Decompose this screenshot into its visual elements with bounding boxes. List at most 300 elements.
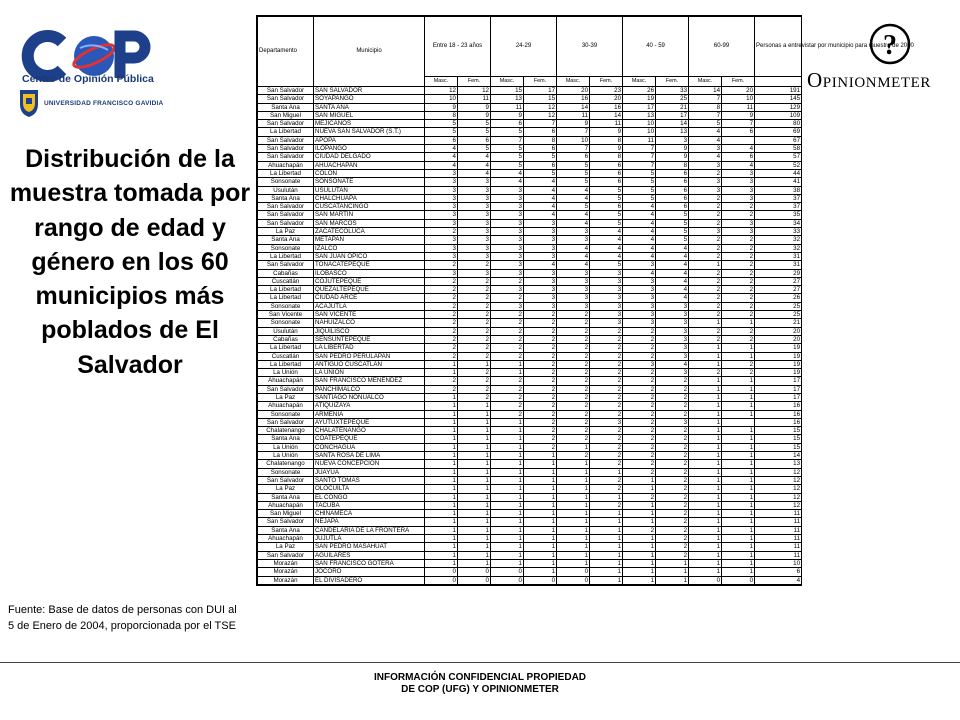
cell-count: 4 (524, 261, 557, 269)
table-row (258, 501, 802, 509)
cell-departamento: Santa Ana (258, 435, 314, 443)
table-row (258, 369, 802, 377)
cell-total: 69 (755, 128, 802, 136)
header-total: Personas a entrevistar por municipio para muestra de 2000 (755, 17, 802, 77)
cell-total: 13 (755, 460, 802, 468)
cell-count: 2 (722, 360, 755, 368)
cell-total: 10 (755, 559, 802, 567)
cell-count: 3 (557, 269, 590, 277)
cell-count (722, 136, 755, 144)
cell-count: 1 (689, 319, 722, 327)
cell-municipio: SAN PEDRO PERULAPAN (314, 352, 425, 360)
cell-departamento: Cuscatlán (258, 352, 314, 360)
cell-count: 1 (458, 551, 491, 559)
cell-count: 2 (656, 551, 689, 559)
cell-count: 1 (689, 568, 722, 576)
cell-count: 2 (590, 369, 623, 377)
cell-municipio: IZALCO (314, 244, 425, 252)
cell-departamento: La Paz (258, 543, 314, 551)
table-row (258, 335, 802, 343)
cell-count: 14 (590, 111, 623, 119)
cell-count: 2 (425, 352, 458, 360)
cell-count: 2 (623, 352, 656, 360)
opinionmeter-first-letter: O (807, 68, 823, 92)
cell-municipio: ANTIGUO CUSCATLAN (314, 360, 425, 368)
cell-count: 6 (557, 153, 590, 161)
cell-departamento: Sonsonate (258, 178, 314, 186)
cell-total: 58 (755, 145, 802, 153)
cell-count: 2 (656, 543, 689, 551)
cell-count: 2 (689, 311, 722, 319)
cell-count: 6 (590, 161, 623, 169)
cell-total: 41 (755, 178, 802, 186)
cell-count: 5 (458, 145, 491, 153)
cell-count: 7 (524, 120, 557, 128)
table-row (258, 302, 802, 310)
cell-count: 1 (722, 518, 755, 526)
cell-count: 4 (656, 244, 689, 252)
cell-count: 1 (689, 385, 722, 393)
cell-count: 3 (656, 136, 689, 144)
cell-total: 11 (755, 551, 802, 559)
cell-departamento: Santa Ana (258, 194, 314, 202)
cell-departamento: San Salvador (258, 211, 314, 219)
cell-count: 2 (425, 344, 458, 352)
cell-municipio: SAN PEDRO MASAHUAT (314, 543, 425, 551)
cell-count: 9 (722, 111, 755, 119)
cell-count: 2 (656, 385, 689, 393)
cell-count: 2 (623, 402, 656, 410)
cell-count: 3 (623, 261, 656, 269)
cell-total: 31 (755, 252, 802, 260)
cell-count: 3 (524, 252, 557, 260)
cell-count: 0 (425, 576, 458, 584)
header-age-40-59: 40 - 59 (623, 17, 689, 77)
cell-count: 3 (458, 269, 491, 277)
cell-count: 2 (623, 335, 656, 343)
cell-count: 1 (623, 485, 656, 493)
cell-count: 3 (491, 186, 524, 194)
cell-count: 1 (590, 468, 623, 476)
cell-count: 3 (458, 211, 491, 219)
cell-total: 20 (755, 335, 802, 343)
cell-count: 2 (557, 435, 590, 443)
cell-departamento: San Salvador (258, 261, 314, 269)
cell-count: 2 (557, 352, 590, 360)
cell-count: 1 (425, 485, 458, 493)
cell-count: 5 (491, 153, 524, 161)
cell-count: 2 (623, 344, 656, 352)
cell-municipio: LA LIBERTAD (314, 344, 425, 352)
cell-count: 6 (590, 203, 623, 211)
cell-count: 2 (524, 385, 557, 393)
ufg-logo (18, 88, 163, 118)
header-fem: Fem. (590, 77, 623, 87)
cell-count: 2 (722, 269, 755, 277)
cell-count: 2 (689, 277, 722, 285)
cell-departamento: La Unión (258, 452, 314, 460)
cell-departamento: La Paz (258, 228, 314, 236)
cell-count: 4 (524, 178, 557, 186)
table-row (258, 261, 802, 269)
cell-municipio: SAN JUAN OPICO (314, 252, 425, 260)
cell-count: 5 (557, 169, 590, 177)
cell-count: 12 (524, 103, 557, 111)
cell-count: 2 (656, 460, 689, 468)
table-row (258, 319, 802, 327)
cell-count: 4 (689, 153, 722, 161)
cell-municipio: USULUTAN (314, 186, 425, 194)
cell-count: 11 (458, 95, 491, 103)
cell-municipio: JUAYUA (314, 468, 425, 476)
cell-count: 2 (524, 352, 557, 360)
cell-count: 2 (656, 468, 689, 476)
cell-count: 2 (524, 427, 557, 435)
header-fem: Fem. (656, 77, 689, 87)
cell-count: 1 (458, 476, 491, 484)
cell-count: 2 (623, 443, 656, 451)
cell-total: 25 (755, 311, 802, 319)
cell-count: 1 (656, 576, 689, 584)
cell-total: 27 (755, 277, 802, 285)
cell-departamento: Cabañas (258, 269, 314, 277)
cell-count: 1 (425, 543, 458, 551)
cell-count: 3 (425, 203, 458, 211)
cell-municipio: JOCORO (314, 568, 425, 576)
table-row (258, 294, 802, 302)
page-title: Distribución de la muestra tomada por rango de edad y género en los 60 municipios más poblados de El Salvador (9, 145, 251, 379)
cell-departamento: La Unión (258, 369, 314, 377)
cell-count: 3 (458, 178, 491, 186)
cell-count: 2 (524, 410, 557, 418)
cell-count: 13 (656, 128, 689, 136)
cell-count: 4 (722, 161, 755, 169)
cell-count: 1 (557, 501, 590, 509)
cell-count: 1 (722, 551, 755, 559)
cell-count: 2 (524, 311, 557, 319)
cell-municipio: TACUBA (314, 501, 425, 509)
cell-count: 4 (557, 194, 590, 202)
cell-count: 20 (722, 87, 755, 95)
table-row (258, 402, 802, 410)
cell-count: 3 (491, 236, 524, 244)
cell-count: 2 (590, 402, 623, 410)
cell-count: 2 (425, 294, 458, 302)
cell-municipio: AGUILARES (314, 551, 425, 559)
cell-count: 1 (722, 319, 755, 327)
cell-count: 5 (623, 178, 656, 186)
cell-count: 0 (524, 576, 557, 584)
cell-count: 3 (722, 228, 755, 236)
cell-count: 1 (491, 369, 524, 377)
cell-count: 6 (524, 145, 557, 153)
cell-departamento: La Unión (258, 443, 314, 451)
cell-departamento: San Salvador (258, 418, 314, 426)
cell-count: 2 (590, 377, 623, 385)
cell-count: 1 (689, 452, 722, 460)
cell-count: 1 (557, 543, 590, 551)
table-row (258, 526, 802, 534)
cell-count: 3 (623, 294, 656, 302)
cell-count: 1 (425, 393, 458, 401)
cell-municipio: JUJUTLA (314, 535, 425, 543)
cell-count: 2 (491, 393, 524, 401)
cell-departamento: Ahuachapán (258, 402, 314, 410)
cell-count: 26 (623, 87, 656, 95)
cell-count: 13 (491, 95, 524, 103)
cell-count: 2 (623, 369, 656, 377)
cell-departamento: La Libertad (258, 286, 314, 294)
cell-count: 9 (458, 103, 491, 111)
cell-count: 3 (458, 219, 491, 227)
cell-count: 4 (722, 145, 755, 153)
cell-count: 2 (458, 294, 491, 302)
header-municipio: Municipio (314, 17, 425, 87)
cell-count: 2 (458, 377, 491, 385)
cell-count: 1 (458, 559, 491, 567)
cell-count: 5 (623, 169, 656, 177)
cell-count: 3 (458, 228, 491, 236)
cell-count: 3 (623, 277, 656, 285)
cell-count: 3 (590, 311, 623, 319)
cell-count: 1 (722, 468, 755, 476)
cell-count: 1 (623, 559, 656, 567)
cell-count: 1 (425, 518, 458, 526)
cell-count: 3 (623, 319, 656, 327)
cell-count: 1 (557, 518, 590, 526)
cell-count: 2 (557, 452, 590, 460)
table-row (258, 476, 802, 484)
cell-count: 4 (557, 211, 590, 219)
table-row (258, 252, 802, 260)
cell-departamento: Morazán (258, 559, 314, 567)
cell-count: 1 (524, 460, 557, 468)
cell-municipio: METAPAN (314, 236, 425, 244)
cell-departamento: Chalatenango (258, 427, 314, 435)
cell-count: 2 (656, 476, 689, 484)
cell-count: 4 (623, 236, 656, 244)
cell-total: 17 (755, 393, 802, 401)
table-row (258, 452, 802, 460)
cell-count: 8 (524, 136, 557, 144)
header-masc: Masc. (557, 77, 590, 87)
cell-count: 2 (722, 261, 755, 269)
cell-count: 1 (491, 543, 524, 551)
header-age-30-39: 30-39 (557, 17, 623, 77)
cell-count: 3 (689, 161, 722, 169)
cell-count: 6 (590, 178, 623, 186)
cell-count: 4 (656, 277, 689, 285)
cell-count: 1 (722, 543, 755, 551)
cell-municipio: SAN MIGUEL (314, 111, 425, 119)
cell-count: 2 (524, 327, 557, 335)
cell-count: 1 (425, 535, 458, 543)
cell-departamento: Santa Ana (258, 103, 314, 111)
cell-count: 7 (689, 111, 722, 119)
cell-count: 8 (656, 161, 689, 169)
cell-departamento: San Salvador (258, 145, 314, 153)
cell-count: 9 (557, 120, 590, 128)
cell-departamento: Usulután (258, 327, 314, 335)
table-row (258, 535, 802, 543)
cell-count: 8 (590, 153, 623, 161)
cell-count: 1 (689, 543, 722, 551)
cell-departamento: Morazán (258, 576, 314, 584)
cell-departamento: La Paz (258, 393, 314, 401)
cell-count: 4 (458, 161, 491, 169)
cell-count: 2 (656, 410, 689, 418)
table-row (258, 103, 802, 111)
cell-count: 3 (623, 302, 656, 310)
cell-count: 2 (458, 302, 491, 310)
cell-count: 1 (491, 559, 524, 567)
cell-municipio: ILOBASCO (314, 269, 425, 277)
cell-count: 1 (722, 410, 755, 418)
cell-total: 109 (755, 111, 802, 119)
cell-count: 2 (722, 311, 755, 319)
cell-count: 2 (656, 485, 689, 493)
cell-count: 1 (722, 352, 755, 360)
cell-count: 7 (689, 95, 722, 103)
cell-count: 4 (557, 252, 590, 260)
cell-count: 1 (458, 410, 491, 418)
cell-count: 2 (524, 360, 557, 368)
cell-departamento: La Libertad (258, 360, 314, 368)
cell-count: 2 (722, 327, 755, 335)
cell-count: 4 (458, 153, 491, 161)
cell-count: 2 (458, 286, 491, 294)
cell-count: 3 (557, 236, 590, 244)
cell-count: 10 (623, 128, 656, 136)
cell-municipio: SAN FRANCISCO GOTERA (314, 559, 425, 567)
cell-departamento: Morazán (258, 568, 314, 576)
cell-count: 3 (425, 194, 458, 202)
cell-count: 2 (722, 302, 755, 310)
cell-count: 3 (590, 277, 623, 285)
cell-municipio: AHUACHAPAN (314, 161, 425, 169)
cell-count: 7 (623, 153, 656, 161)
cell-count (722, 418, 755, 426)
cell-count: 2 (623, 327, 656, 335)
cell-count: 1 (491, 360, 524, 368)
cell-total: 14 (755, 452, 802, 460)
cell-count: 1 (524, 452, 557, 460)
cell-count: 5 (656, 228, 689, 236)
cell-count: 1 (425, 452, 458, 460)
cell-count: 2 (458, 261, 491, 269)
table-row (258, 186, 802, 194)
cell-count: 1 (722, 344, 755, 352)
cell-count: 4 (557, 219, 590, 227)
cell-count: 1 (623, 551, 656, 559)
cell-count: 2 (722, 252, 755, 260)
cell-count: 1 (689, 435, 722, 443)
cell-count: 2 (557, 377, 590, 385)
cell-total: 12 (755, 485, 802, 493)
cell-count: 1 (689, 493, 722, 501)
cell-count: 3 (458, 186, 491, 194)
cell-count: 9 (491, 111, 524, 119)
cell-total: 38 (755, 186, 802, 194)
cell-count: 1 (425, 435, 458, 443)
table-row (258, 352, 802, 360)
cell-count: 5 (590, 219, 623, 227)
cell-count: 2 (722, 236, 755, 244)
cell-total: 19 (755, 344, 802, 352)
cell-count: 2 (425, 319, 458, 327)
cell-departamento: San Miguel (258, 510, 314, 518)
cell-count: 3 (590, 319, 623, 327)
cell-count: 2 (524, 377, 557, 385)
cell-count: 3 (425, 244, 458, 252)
cell-count: 1 (524, 501, 557, 509)
table-row (258, 203, 802, 211)
cell-count: 1 (656, 559, 689, 567)
cell-count: 5 (458, 120, 491, 128)
cell-count: 6 (656, 186, 689, 194)
cell-count: 2 (491, 377, 524, 385)
cell-count: 1 (689, 377, 722, 385)
header-fem: Fem. (722, 77, 755, 87)
cell-count: 5 (524, 169, 557, 177)
cell-count: 3 (425, 252, 458, 260)
cell-count: 4 (689, 136, 722, 144)
cell-count: 5 (557, 178, 590, 186)
cell-count: 1 (590, 493, 623, 501)
cell-count: 2 (689, 269, 722, 277)
cell-municipio: CHALATENANGO (314, 427, 425, 435)
cell-count: 2 (557, 410, 590, 418)
cell-count: 1 (590, 526, 623, 534)
cell-total: 29 (755, 269, 802, 277)
cell-count: 4 (623, 269, 656, 277)
cell-count: 2 (623, 460, 656, 468)
cell-count: 3 (425, 178, 458, 186)
cell-count: 2 (524, 402, 557, 410)
cell-count: 9 (590, 145, 623, 153)
cell-count: 9 (590, 128, 623, 136)
cell-count: 1 (623, 476, 656, 484)
cell-count: 1 (689, 418, 722, 426)
cell-count: 1 (557, 485, 590, 493)
cell-count: 6 (656, 194, 689, 202)
cell-count: 3 (623, 286, 656, 294)
cell-count: 1 (458, 402, 491, 410)
cell-count: 1 (689, 476, 722, 484)
cell-count: 3 (425, 219, 458, 227)
cell-count: 1 (524, 468, 557, 476)
cell-count: 1 (458, 460, 491, 468)
cell-departamento: Sonsonate (258, 244, 314, 252)
cell-count: 2 (689, 211, 722, 219)
cell-count: 3 (689, 145, 722, 153)
cell-count: 3 (689, 178, 722, 186)
cell-count: 11 (590, 120, 623, 128)
cell-count: 4 (656, 360, 689, 368)
cell-count: 3 (491, 203, 524, 211)
cell-municipio: OLOCUILTA (314, 485, 425, 493)
cell-total: 34 (755, 219, 802, 227)
ufg-name: UNIVERSIDAD FRANCISCO GAVIDIA (44, 99, 164, 107)
cell-count: 3 (590, 294, 623, 302)
cell-count: 1 (491, 551, 524, 559)
cell-departamento: San Salvador (258, 153, 314, 161)
table-row (258, 136, 802, 144)
cell-municipio: AYUTUXTEPEQUE (314, 418, 425, 426)
cell-count: 1 (557, 443, 590, 451)
cell-count: 2 (656, 526, 689, 534)
cell-count: 2 (656, 518, 689, 526)
